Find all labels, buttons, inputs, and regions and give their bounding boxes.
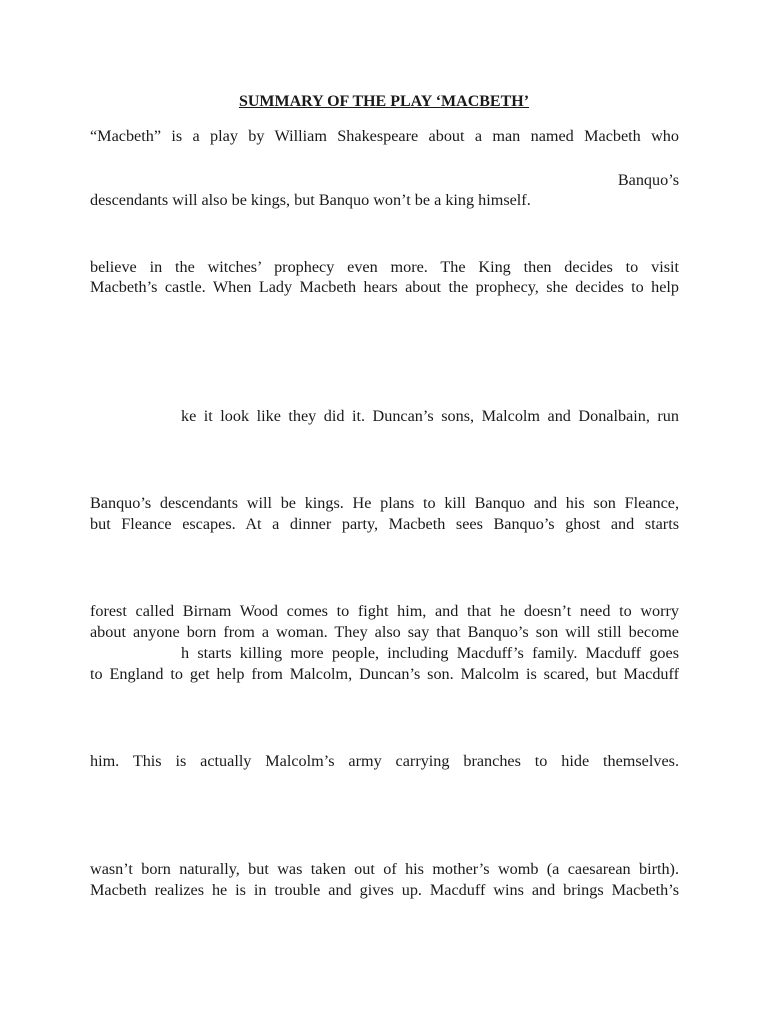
text-line: Banquo’s descendants will be kings. He plans to kill Banquo and his son Fleance,	[90, 494, 679, 512]
text-line: forest called Birnam Wood comes to fight him, and that he doesn’t need to worry	[90, 602, 679, 620]
text-line: but Fleance escapes. At a dinner party, Macbeth sees Banquo’s ghost and starts	[90, 515, 679, 533]
text-line: “Macbeth” is a play by William Shakespeare about a man named Macbeth who	[90, 127, 679, 145]
text-line: Macbeth realizes he is in trouble and gives up. Macduff wins and brings Macbeth’s	[90, 881, 679, 899]
text-line: him. This is actually Malcolm’s army carrying branches to hide themselves.	[90, 752, 679, 770]
document-title: SUMMARY OF THE PLAY ‘MACBETH’	[238, 93, 530, 110]
text-line: ke it look like they did it. Duncan’s sons, Malcolm and Donalbain, run	[181, 407, 679, 425]
text-line: to England to get help from Malcolm, Duncan’s son. Malcolm is scared, but Macduff	[90, 665, 679, 683]
text-line: wasn’t born naturally, but was taken out of his mother’s womb (a caesarean birth).	[90, 860, 679, 878]
text-line: believe in the witches’ prophecy even more. The King then decides to visit	[90, 258, 679, 276]
text-line: Banquo’s	[617, 171, 679, 189]
text-line: Macbeth’s castle. When Lady Macbeth hears about the prophecy, she decides to help	[90, 278, 679, 296]
text-line: descendants will also be kings, but Banquo won’t be a king himself.	[90, 191, 531, 209]
text-line: about anyone born from a woman. They also say that Banquo’s son will still become	[90, 623, 679, 641]
text-line: h starts killing more people, including Macduff’s family. Macduff goes	[181, 644, 679, 662]
